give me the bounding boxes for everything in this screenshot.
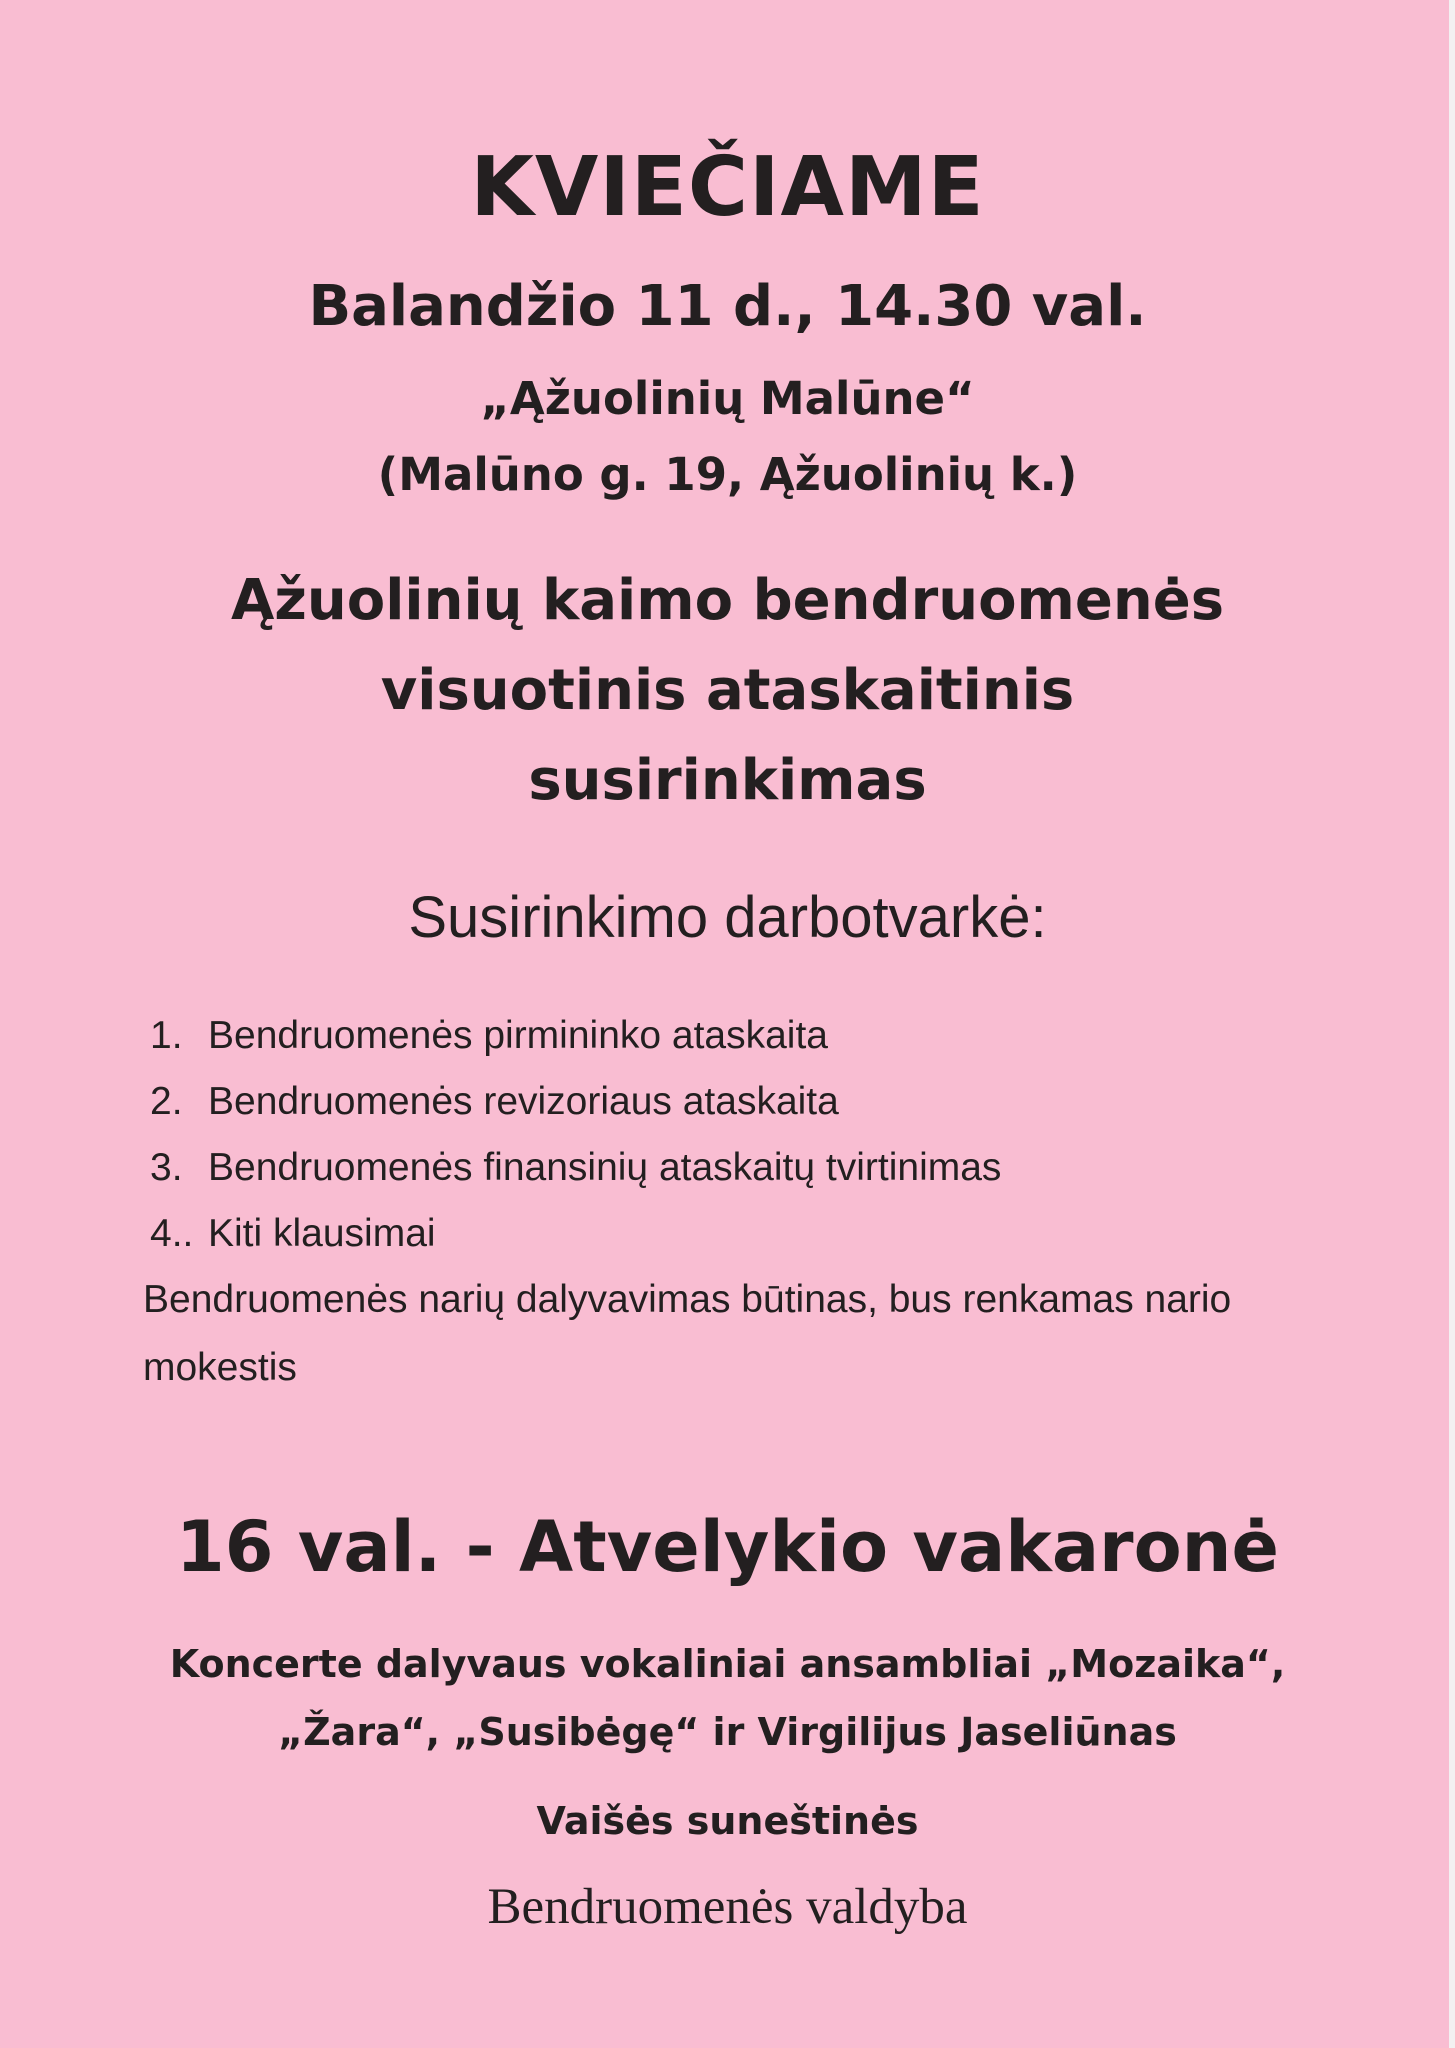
agenda-item bbox=[150, 1201, 1001, 1267]
organizer-signature: Bendruomenės valdyba bbox=[487, 1879, 968, 1935]
agenda-item-number: 1. bbox=[150, 1014, 183, 1057]
agenda-item-text: Kiti klausimai bbox=[208, 1212, 436, 1255]
meeting-title-line: Ąžuolinių kaimo bendruomenės bbox=[230, 568, 1225, 633]
agenda-item bbox=[150, 1135, 1001, 1201]
agenda-item-number: 4.. bbox=[150, 1212, 194, 1255]
event-venue: „Ąžuolinių Malūne“ bbox=[480, 372, 975, 425]
concert-line: „Žara“, „Susibėgę“ ir Virgilijus Jaseliūnas bbox=[278, 1710, 1177, 1754]
invitation-title: KVIEČIAME bbox=[470, 140, 985, 235]
event-address: (Malūno g. 19, Ąžuolinių k.) bbox=[377, 448, 1078, 501]
refreshments-note: Vaišės suneštinės bbox=[536, 1799, 919, 1843]
agenda-list bbox=[150, 1003, 1001, 1267]
agenda-item-text: Bendruomenės pirmininko ataskaita bbox=[208, 1014, 829, 1057]
agenda-item bbox=[150, 1003, 1001, 1069]
membership-note: Bendruomenės narių dalyvavimas būtinas, bus renkamas nario mokestis bbox=[143, 1278, 1232, 1389]
agenda-heading: Susirinkimo darbotvarkė: bbox=[408, 885, 1047, 950]
concert-line: Koncerte dalyvaus vokaliniai ansambliai „Mozaika“, bbox=[169, 1642, 1286, 1686]
agenda-item-number: 2. bbox=[150, 1080, 183, 1123]
meeting-title bbox=[0, 556, 1455, 826]
meeting-title-line: visuotinis ataskaitinis bbox=[380, 658, 1075, 723]
agenda-item-text: Bendruomenės revizoriaus ataskaita bbox=[208, 1080, 839, 1123]
meeting-title-line: susirinkimas bbox=[528, 748, 927, 813]
evening-event-title: 16 val. - Atvelykio vakaronė bbox=[176, 1506, 1279, 1588]
agenda-item bbox=[150, 1069, 1001, 1135]
event-date-time: Balandžio 11 d., 14.30 val. bbox=[308, 274, 1147, 339]
concert-description bbox=[0, 1630, 1455, 1766]
agenda-item-text: Bendruomenės finansinių ataskaitų tvirtinimas bbox=[208, 1146, 1002, 1189]
agenda-item-number: 3. bbox=[150, 1146, 183, 1189]
